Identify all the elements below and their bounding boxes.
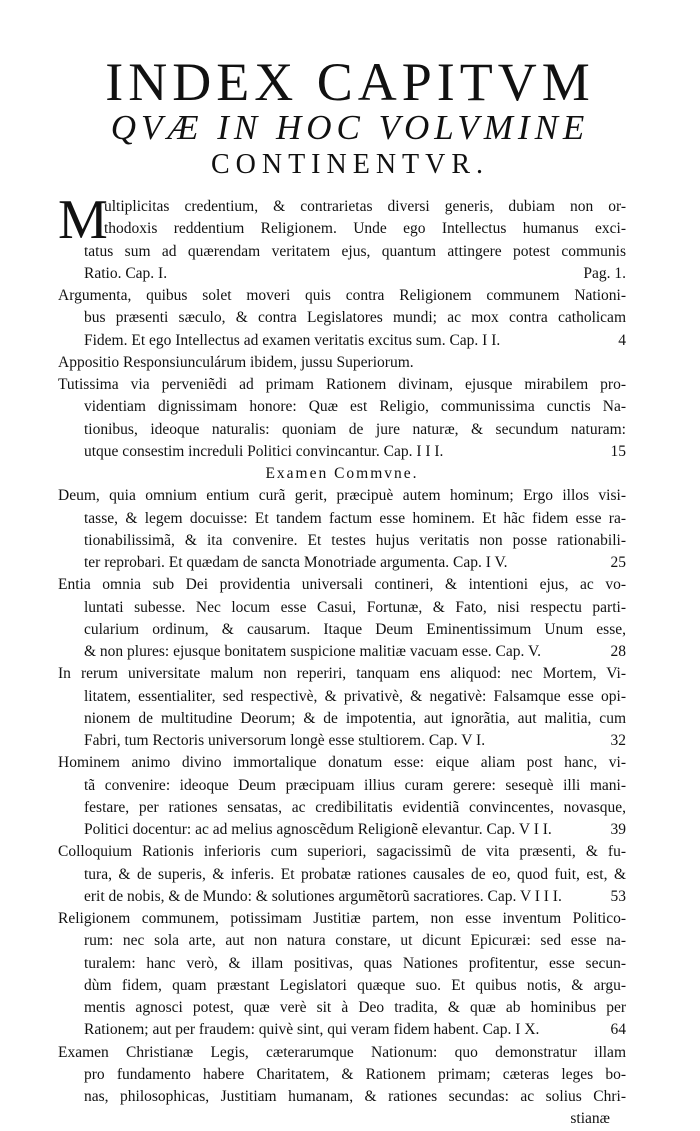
text-line: Deum, quia omnium entium curã gerit, præcipuè autem hominum; Ergo illos visi- <box>58 487 626 505</box>
text-line <box>58 330 626 352</box>
entry-text: ter reprobari. Et quædam de sancta Monotriade argumenta. Cap. I V. <box>84 554 508 571</box>
entry-text: Ratio. Cap. I. <box>84 264 168 282</box>
text-line: festare, per rationes sensatas, ac credibilitatis evidentiã convincentes, novasque, <box>84 798 626 816</box>
text-line: Hominem animo divino immortalique donatum esse: eique aliam post hanc, vi- <box>58 754 626 772</box>
text-line: bus præsenti sæculo, & contra Legislatores mundi; ac mox contra catholicam <box>84 309 626 327</box>
text-line <box>58 1019 626 1041</box>
index-title: INDEX CAPITVM <box>105 52 595 112</box>
drop-cap: M <box>58 189 108 251</box>
text-line: nas, philosophicas, Justitiam humanam, & rationes secundas: ac solius Chri- <box>84 1088 626 1105</box>
entry-text: Fidem. Et ego Intellectus ad examen veritatis excitus sum. Cap. I I. <box>84 331 501 349</box>
page-number: 39 <box>610 821 626 838</box>
text-line: nionem de multitudine Deorum; & de impotentia, aut ignorãtia, aut malitia, cum <box>84 709 626 727</box>
text-line: litatem, essentialiter, sed respectivè, & privativè, & negativè: Falsamque esse opi- <box>84 687 626 705</box>
text-line: Religionem communem, potissimam Justitiæ partem, non esse inventum Politico- <box>58 910 626 927</box>
entry-text: Fabri, tum Rectoris universorum longè esse stultiorem. Cap. V I. <box>84 732 486 749</box>
text-line <box>58 730 626 752</box>
section-heading: Examen Commvne. <box>265 465 419 482</box>
text-line: cularium ordinum, & causarum. Itaque Deum Eminentissimum Unum esse, <box>84 620 626 638</box>
text-line: Argumenta, quibus solet moveri quis contra Religionem communem Nationi- <box>58 287 626 304</box>
text-line: luntati subesse. Nec locum esse Casui, Fortunæ, & Fato, nisi respectu parti- <box>84 598 626 616</box>
page-number: 4 <box>618 331 626 349</box>
text-line: Appositio Responsiunculárum ibidem, jussu Superiorum. <box>58 353 414 371</box>
entry-text: & non plures: ejusque bonitatem suspicione malitiæ vacuam esse. Cap. V. <box>84 643 542 660</box>
text-line <box>58 641 626 663</box>
text-line: Tutissima via perveniẽdi ad primam Rationem divinam, ejusque mirabilem pro- <box>58 376 626 393</box>
text-line: videntiam dignissimam honore: Quæ est Religio, communissima cunctis Na- <box>84 398 626 416</box>
text-line: pro fundamento habere Charitatem, & Rationem primam; cæteras leges bo- <box>84 1065 626 1083</box>
catchword: stianæ <box>570 1110 610 1128</box>
text-line: tasse, & legem docuisse: Et tandem factum esse hominem. Et hãc fidem esse ra- <box>84 509 626 527</box>
text-line: thodoxis reddentium Religionem. Unde ego Intellectus humanus exci- <box>104 220 626 238</box>
text-line: dùm fidem, quam præstant Legislatori quæque suo. Et quibus notis, & argu- <box>84 976 626 994</box>
text-line: mentis agnosci potest, quæ verè sit à Deo tradita, & quæ ab hominibus per <box>84 999 626 1016</box>
entry-text: utque consestim increduli Politici convincantur. Cap. I I I. <box>84 442 444 460</box>
page-number: 25 <box>610 554 626 571</box>
entry-text: erit de nobis, & de Mundo: & solutiones argumẽtorũ sacratiores. Cap. V I I I. <box>84 887 562 905</box>
text-line <box>58 441 626 463</box>
index-subtitle-2: CONTINENTVR. <box>210 149 490 180</box>
page-number: 53 <box>610 887 626 905</box>
page-number: 64 <box>610 1021 626 1039</box>
text-line: Examen Christianæ Legis, cæterarumque Nationum: quo demonstratur illam <box>58 1043 626 1061</box>
chapter-index-text <box>58 189 626 1131</box>
text-line: tionibus, ideoque naturalis: quoniam de jure naturæ, & secundum naturam: <box>84 420 626 438</box>
text-line: tura, & de superis, & inferis. Et probatæ rationes causales de eo, quod fuit, est, & <box>84 865 626 883</box>
page-number: 15 <box>610 442 626 460</box>
text-line: tã convenire: ideoque Deum præcipuam illius curam gerere: sesequè illi mani- <box>84 776 626 794</box>
page-number: 28 <box>610 643 626 660</box>
text-line: rum: nec sola arte, aut non natura constare, ut dicunt Epicuræi: sed esse na- <box>84 932 626 950</box>
text-line: ultiplicitas credentium, & contrarietas diversi generis, dubiam non or- <box>104 198 626 215</box>
page-number: Pag. 1. <box>583 264 626 282</box>
text-line: In rerum universitate malum non reperiri, tanquam ens aliquod: nec Mortem, Vi- <box>58 665 626 683</box>
text-line: tatus sum ad quærendam veritatem ejus, quantum attingere potest communis <box>84 242 626 260</box>
text-line: tionabilissimã, & ita convenire. Et testes hujus veritatis non posse rationabili- <box>84 531 626 549</box>
text-line <box>58 819 626 841</box>
text-line: turalem: hanc verò, & illam positivas, quas Nationes profitentur, esse secun- <box>84 954 626 972</box>
text-line <box>58 552 626 574</box>
text-line: Entia omnia sub Dei providentia universali contineri, & intentioni ejus, ac vo- <box>58 576 626 594</box>
entry-text: Rationem; aut per fraudem: quivè sint, qui veram fidem habent. Cap. I X. <box>84 1021 540 1039</box>
text-line <box>58 263 626 285</box>
text-line: Colloquium Rationis inferioris cum superiori, sagacissimũ de vita præsenti, & fu- <box>58 843 626 861</box>
entry-text: Politici docentur: ac ad melius agnoscẽdum Religionẽ elevantur. Cap. V I I. <box>84 821 552 838</box>
text-line <box>58 886 626 908</box>
page-number: 32 <box>610 732 626 749</box>
index-subtitle: QVÆ IN HOC VOLVMINE <box>110 108 590 147</box>
